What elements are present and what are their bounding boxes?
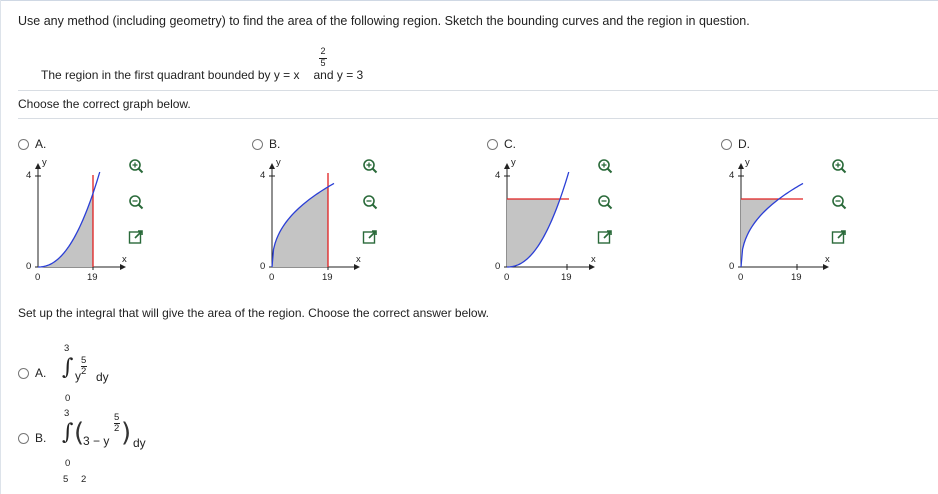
option-label: A.: [35, 366, 47, 380]
integrand-exp-partial: 2: [81, 474, 87, 485]
x-axis-label: x: [122, 254, 127, 265]
radio-button[interactable]: [18, 368, 29, 379]
upper-limit: 3: [64, 408, 70, 419]
option-label: A.: [35, 137, 47, 151]
y-origin-label: 0: [26, 261, 32, 272]
option-label: B.: [269, 137, 281, 151]
integrand-expression: 3 − y: [83, 434, 110, 448]
upper-limit: 5: [63, 474, 69, 485]
x-axis-label: x: [591, 254, 596, 265]
y-origin-label: 0: [729, 261, 735, 272]
zoom-in-icon[interactable]: [831, 158, 847, 174]
y-axis-label: y: [276, 157, 281, 168]
integral-sign-icon: ∫: [62, 420, 74, 445]
y-origin-label: 0: [260, 261, 266, 272]
option-label: B.: [35, 431, 47, 445]
region-prefix: The region in the first quadrant bounded by y = x: [41, 68, 300, 82]
integral-option-b[interactable]: [18, 431, 46, 445]
lower-limit: 0: [65, 458, 71, 469]
y-axis-label: y: [511, 157, 516, 168]
integrand-exp-den: 2: [81, 366, 87, 377]
region-exp-num: 2: [320, 46, 326, 56]
x-origin-label: 0: [35, 272, 41, 283]
y-tick-label: 4: [495, 170, 501, 181]
integral-prompt: Set up the integral that will give the area of the region. Choose the correct answer below.: [18, 306, 489, 320]
question-text: Use any method (including geometry) to find the area of the following region. Sketch the bounding curves and the region in question.: [18, 14, 750, 28]
integral-sign-icon: ∫: [62, 355, 74, 380]
y-axis-label: y: [745, 157, 750, 168]
region-exp-den: 5: [320, 58, 326, 68]
integrand-exp-num: 5: [114, 412, 120, 423]
differential: dy: [96, 370, 109, 384]
expand-icon[interactable]: [831, 229, 847, 245]
x-tick-label: 19: [322, 272, 333, 283]
upper-limit: 3: [64, 343, 70, 354]
right-paren: ): [121, 418, 132, 448]
integrand-base: y: [75, 369, 81, 383]
region-suffix: and y = 3: [313, 68, 364, 82]
lower-limit: 0: [65, 393, 71, 404]
x-tick-label: 19: [561, 272, 572, 283]
x-origin-label: 0: [738, 272, 744, 283]
x-tick-label: 19: [87, 272, 98, 283]
graph-prompt: Choose the correct graph below.: [18, 97, 191, 111]
y-tick-label: 4: [729, 170, 735, 181]
y-tick-label: 4: [260, 170, 266, 181]
x-axis-label: x: [356, 254, 361, 265]
differential: dy: [133, 436, 146, 450]
y-tick-label: 4: [26, 170, 32, 181]
integrand-exp-den: 2: [114, 423, 120, 434]
y-axis-label: y: [42, 157, 47, 168]
radio-button[interactable]: [18, 433, 29, 444]
x-axis-label: x: [825, 254, 830, 265]
x-origin-label: 0: [504, 272, 510, 283]
integral-option-a[interactable]: [18, 366, 46, 380]
x-tick-label: 19: [791, 272, 802, 283]
integrand-exp-num: 5: [81, 355, 87, 366]
zoom-out-icon[interactable]: [831, 194, 847, 210]
option-label: C.: [504, 137, 516, 151]
y-origin-label: 0: [495, 261, 501, 272]
left-paren: (: [74, 418, 85, 448]
x-origin-label: 0: [269, 272, 275, 283]
option-label: D.: [738, 137, 750, 151]
